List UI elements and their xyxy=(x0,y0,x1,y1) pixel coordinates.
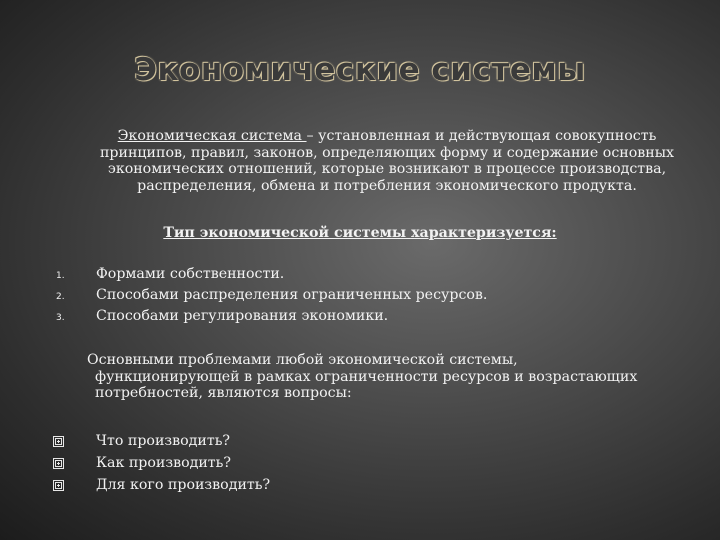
type-heading: Тип экономической системы характеризуется: xyxy=(163,225,557,241)
problems-line-1: Основными проблемами любой экономической системы, xyxy=(87,352,518,368)
list-item xyxy=(56,306,487,327)
question-text: Как производить? xyxy=(96,455,231,471)
definition-term: Экономическая система xyxy=(117,128,307,144)
list-number: 2. xyxy=(56,292,65,302)
list-item xyxy=(56,285,487,306)
list-item xyxy=(56,264,487,285)
list-number: 3. xyxy=(56,313,65,323)
problems-line-2: функционирующей в рамках ограниченности ресурсов и возрастающих потребностей, являются вопросы: xyxy=(95,368,638,401)
boxed-bullet-icon xyxy=(53,436,96,447)
questions-list xyxy=(53,430,270,496)
boxed-bullet-icon xyxy=(53,458,96,469)
definition-paragraph xyxy=(84,128,690,194)
list-item-text: Формами собственности. xyxy=(96,266,285,282)
question-text: Что производить? xyxy=(96,433,231,449)
definition-text: – установленная и действующая совокупность принципов, правил, законов, определяющих форму и содержание основных экономических отношений, которые возникают в процессе производства, распределения, обмена и потребления экономического продукта. xyxy=(99,128,675,194)
list-number: 1. xyxy=(56,271,65,281)
list-item xyxy=(53,452,270,474)
characteristics-list xyxy=(56,264,487,327)
problems-paragraph xyxy=(87,352,677,402)
list-item xyxy=(53,474,270,496)
list-item-text: Способами регулирования экономики. xyxy=(96,308,389,324)
question-text: Для кого производить? xyxy=(96,477,271,493)
slide-title: Экономические системы xyxy=(134,52,586,88)
list-item xyxy=(53,430,270,452)
boxed-bullet-icon xyxy=(53,480,96,491)
list-item-text: Способами распределения ограниченных ресурсов. xyxy=(96,287,488,303)
